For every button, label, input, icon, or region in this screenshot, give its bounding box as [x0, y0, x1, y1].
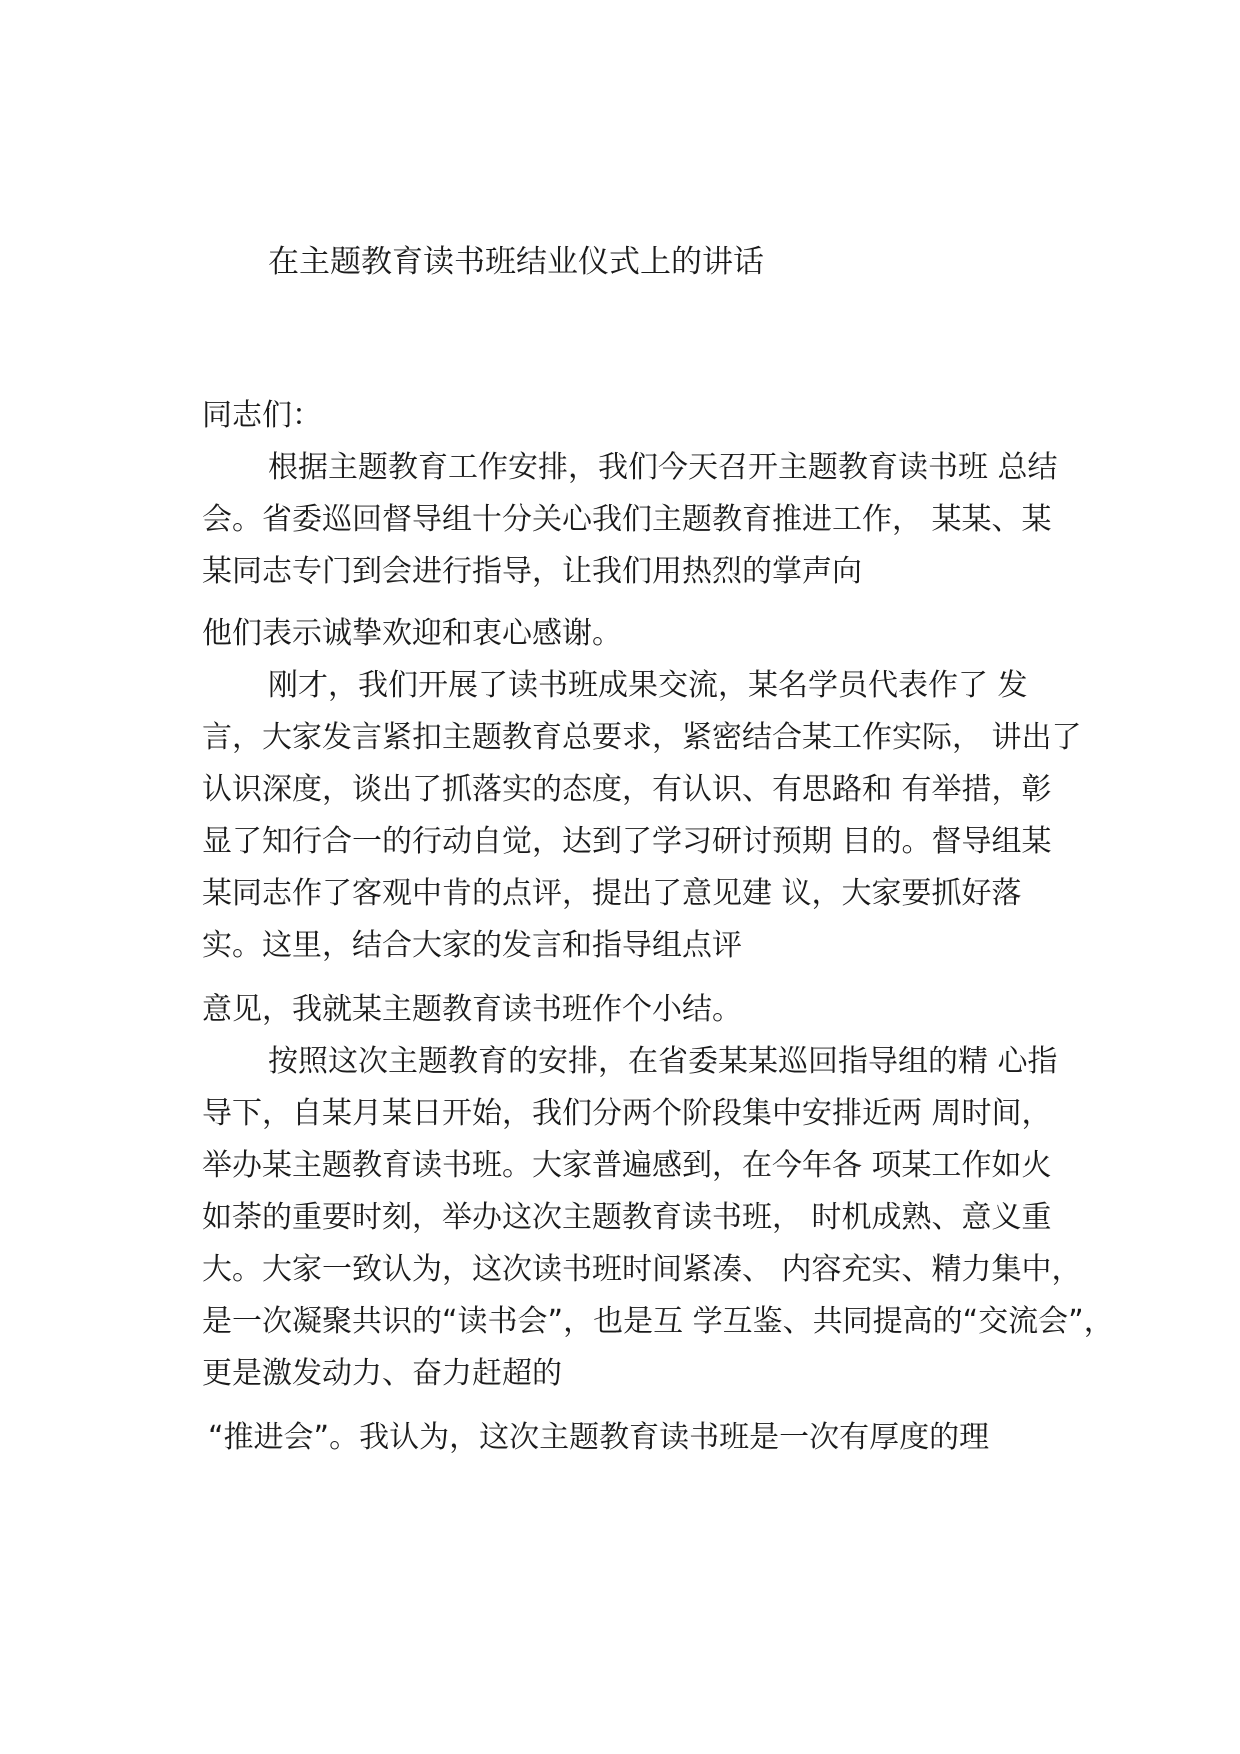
paragraph-line: 根据主题教育工作安排，我们今天召开主题教育读书班 总结	[268, 450, 1058, 485]
paragraph-line: 会。省委巡回督导组十分关心我们主题教育推进工作， 某某、某	[202, 502, 1052, 537]
paragraph-line: 他们表示诚挚欢迎和衷心感谢。	[202, 616, 622, 651]
greeting: 同志们：	[202, 398, 322, 433]
document-title: 在主题教育读书班结业仪式上的讲话	[268, 244, 764, 280]
paragraph-line: 刚才，我们开展了读书班成果交流，某名学员代表作了 发	[268, 668, 1028, 703]
paragraph-line: 显了知行合一的行动自觉，达到了学习研讨预期 目的。督导组某	[202, 824, 1052, 859]
paragraph-line: 按照这次主题教育的安排，在省委某某巡回指导组的精 心指	[268, 1044, 1058, 1079]
paragraph-line: 意见，我就某主题教育读书班作个小结。	[202, 992, 742, 1027]
paragraph-line: 实。这里，结合大家的发言和指导组点评	[202, 928, 742, 963]
paragraph-line: 某同志作了客观中肯的点评，提出了意见建 议，大家要抓好落	[202, 876, 1022, 911]
paragraph-line: 导下，自某月某日开始，我们分两个阶段集中安排近两 周时间，	[202, 1096, 1052, 1131]
paragraph-line: 某同志专门到会进行指导，让我们用热烈的掌声向	[202, 554, 862, 589]
paragraph-line: “推进会”。我认为，这次主题教育读书班是一次有厚度的理	[208, 1420, 990, 1455]
paragraph-line: 如荼的重要时刻，举办这次主题教育读书班， 时机成熟、意义重	[202, 1200, 1052, 1235]
paragraph-line: 认识深度，谈出了抓落实的态度，有认识、有思路和 有举措，彰	[202, 772, 1052, 807]
paragraph-line: 大。大家一致认为，这次读书班时间紧凑、 内容充实、精力集中，	[202, 1252, 1082, 1287]
paragraph-line: 言，大家发言紧扣主题教育总要求，紧密结合某工作实际， 讲出了	[202, 720, 1082, 755]
paragraph-line: 举办某主题教育读书班。大家普遍感到，在今年各 项某工作如火	[202, 1148, 1052, 1183]
paragraph-line: 更是激发动力、奋力赶超的	[202, 1356, 562, 1391]
paragraph-line: 是一次凝聚共识的“读书会”，也是互 学互鉴、共同提高的“交流会”，	[202, 1304, 1114, 1339]
